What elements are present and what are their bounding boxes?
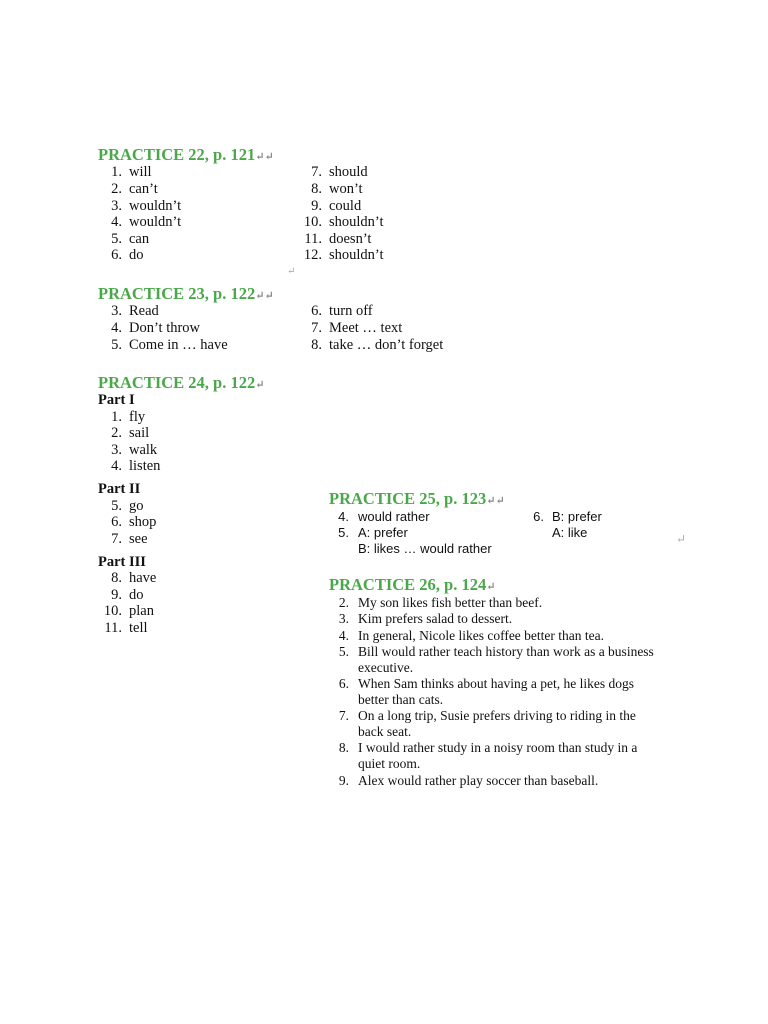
part-3-label: Part III [98, 554, 146, 570]
practice-24-title: PRACTICE 24, p. 122 [98, 373, 256, 392]
practice-22-heading [98, 146, 274, 166]
paragraph-mark-icon: ↵ [486, 581, 496, 593]
practice-23-title: PRACTICE 23, p. 122 [98, 284, 256, 303]
paragraph-mark-icon: ↵ [287, 266, 296, 277]
practice-26-title: PRACTICE 26, p. 124 [329, 575, 487, 594]
paragraph-mark-icon: ↵↵ [486, 495, 505, 507]
practice-25-title: PRACTICE 25, p. 123 [329, 489, 487, 508]
part-2-label: Part II [98, 481, 141, 497]
practice-22-title: PRACTICE 22, p. 121 [98, 145, 256, 164]
paragraph-mark-icon: ↵ [255, 379, 265, 391]
practice-26-heading [329, 576, 495, 596]
paragraph-mark-icon: ↵ [676, 532, 687, 546]
paragraph-mark-icon: ↵↵ [255, 290, 274, 302]
paragraph-mark-icon: ↵↵ [255, 151, 274, 163]
practice-25-heading [329, 490, 505, 510]
practice-23-heading [98, 285, 274, 305]
practice-24-heading [98, 374, 264, 394]
part-1-label: Part I [98, 392, 135, 408]
